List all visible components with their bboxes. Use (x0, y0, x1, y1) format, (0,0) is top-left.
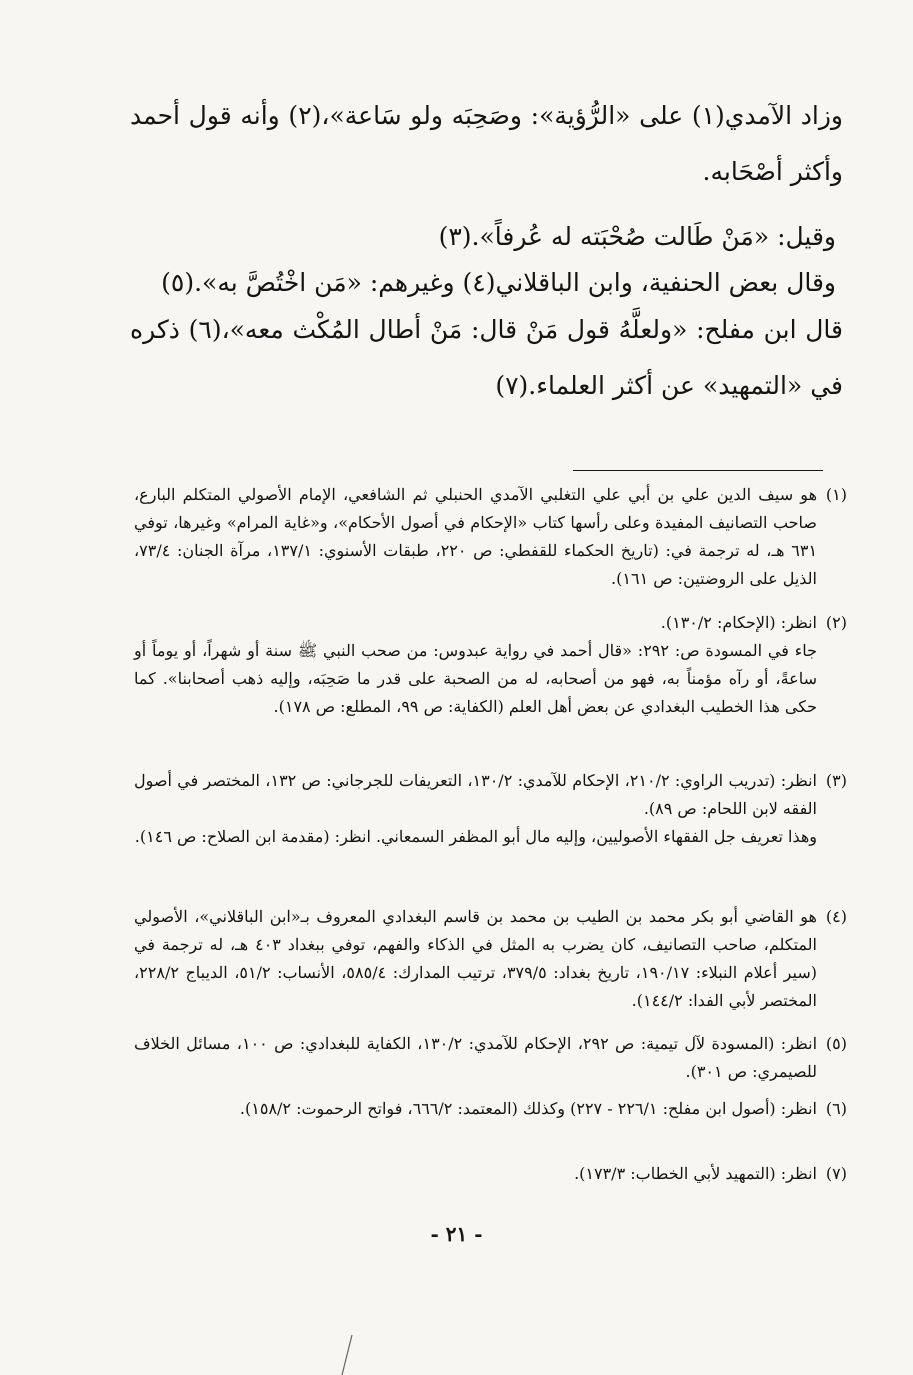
page-number: - ٢١ - (430, 1222, 483, 1246)
main-line: وزاد الآمدي(١) على «الرُّؤية»: وصَحِبَه ولو سَاعة»،(٢) وأنه قول أحمد (130, 101, 843, 130)
footnote-number: (١) (825, 485, 847, 504)
footnote-text: انظر: (الإحكام: ١٣٠/٢). (660, 613, 817, 632)
footnote-number: (٤) (825, 907, 847, 926)
footnote-text: انظر: (التمهيد لأبي الخطاب: ١٧٣/٣). (574, 1164, 817, 1183)
footnote (134, 1030, 847, 1086)
footnote-text: انظر: (المسودة لآل تيمية: ص ٢٩٢، الإحكام للآمدي: ١٣٠/٢، الكفاية للبغدادي: ص ١٠٠، مسائل الخلاف للصيمري: ص ٣٠١). (134, 1034, 818, 1081)
pencil-mark (340, 1335, 354, 1375)
footnote-text: انظر: (تدريب الراوي: ٢١٠/٢، الإحكام للآمدي: ١٣٠/٢، التعريفات للجرجاني: ص ١٣٢، المختصر في أصول الفقه لابن اللحام: ص ٨٩). (134, 771, 817, 818)
footnote-text: وهذا تعريف جل الفقهاء الأصوليين، وإليه مال أبو المظفر السمعاني. انظر: (مقدمة ابن الصلاح: ص ١٤٦). (134, 827, 817, 846)
footnote (134, 1095, 847, 1123)
main-line: قال ابن مفلح: «ولعلَّهُ قول مَنْ قال: مَنْ أطال المُكْث معه»،(٦) ذكره (130, 315, 843, 344)
footnote-divider (573, 470, 823, 471)
footnote-number: (٥) (825, 1034, 847, 1053)
footnote (134, 609, 847, 721)
main-line: وقال بعض الحنفية، وابن الباقلاني(٤) وغيرهم: «مَن اخْتُصَّ به».(٥) (161, 268, 836, 297)
footnote-text: انظر: (أصول ابن مفلح: ٢٢٦/١ - ٢٢٧) وكذلك (المعتمد: ٦٦٦/٢، فواتح الرحموت: ١٥٨/٢). (239, 1099, 817, 1118)
footnote-text: جاء في المسودة ص: ٢٩٢: «قال أحمد في رواية عبدوس: من صحب النبي ﷺ سنة أو شهراً، أو يوماً أو ساعةً، أو رآه مؤمناً به، فهو من أصحابه، له من الصحبة على قدر ما صَحِبَه، وإليه ذهب أصحابنا». كما حكى هذا الخطيب البغدادي عن بعض أهل العلم (الكفاية: ص ٩٩، المطلع: ص ١٧٨). (134, 641, 818, 716)
footnote-text: هو سيف الدين علي بن أبي علي التغلبي الآمدي الحنبلي ثم الشافعي، الإمام الأصولي المتكلم البارع، صاحب التصانيف المفيدة وعلى رأسها كتاب «الإحكام في أصول الأحكام»، و«غاية المرام» وغيرها، توفي ٦٣١ هـ، له ترجمة في: (تاريخ الحكماء للقفطي: ص ٢٢٠، طبقات الأسنوي: ١٣٧/١، مرآة الجنان: ٧٣/٤، الذيل على الروضتين: ص ١٦١). (134, 485, 818, 588)
footnote-number: (٧) (825, 1164, 847, 1183)
main-line: في «التمهيد» عن أكثر العلماء.(٧) (495, 371, 843, 400)
footnote (134, 481, 847, 593)
footnote-number: (٢) (825, 613, 847, 632)
main-line: وقيل: «مَنْ طَالت صُحْبَته له عُرفاً».(٣) (438, 222, 836, 251)
footnote (134, 767, 847, 851)
footnote (134, 903, 847, 1015)
footnote-number: (٣) (825, 771, 847, 790)
footnote-text: هو القاضي أبو بكر محمد بن الطيب بن محمد بن قاسم البغدادي المعروف بـ«ابن الباقلاني»، الأصولي المتكلم، صاحب التصانيف، كان يضرب به المثل في الذكاء والفهم، توفي ببغداد ٤٠٣ هـ، له ترجمة في (سير أعلام النبلاء: ١٩٠/١٧، تاريخ بغداد: ٣٧٩/٥، ترتيب المدارك: ٥٨٥/٤، الأنساب: ٥١/٢، الديباج ٢٢٨/٢، المختصر لأبي الفدا: ١٤٤/٢). (134, 907, 817, 1010)
footnote (134, 1160, 847, 1188)
main-line: وأكثر أصْحَابه. (702, 157, 843, 186)
footnote-number: (٦) (825, 1099, 847, 1118)
